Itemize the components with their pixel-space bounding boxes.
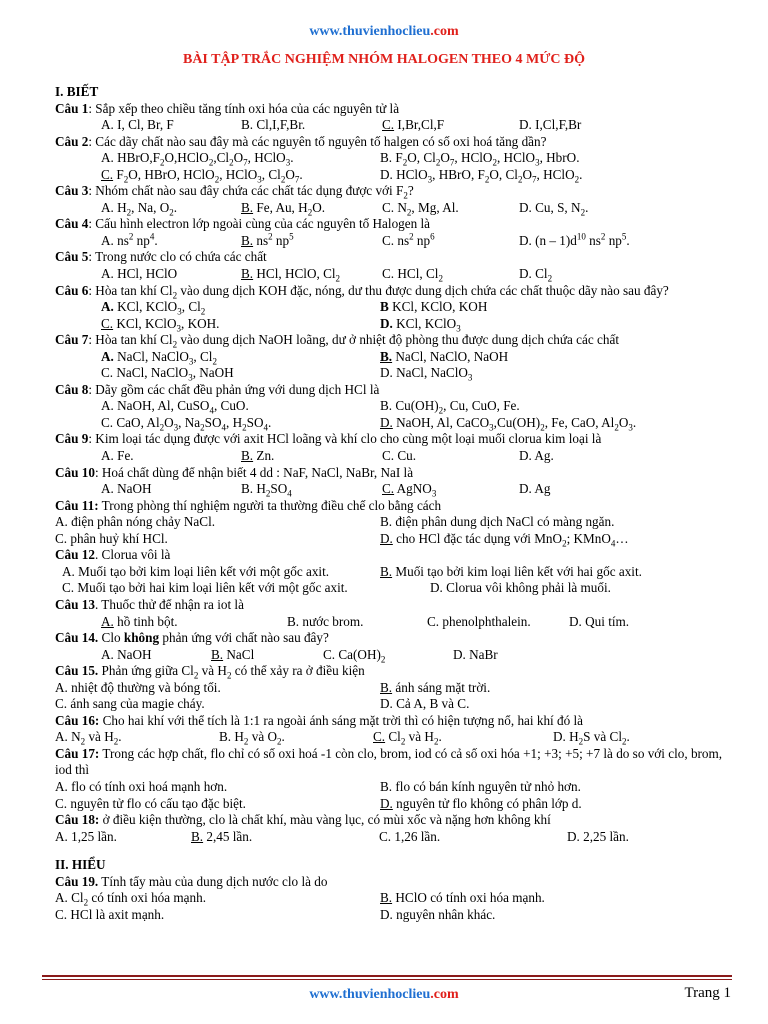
answer-option[interactable]: A. $H_2$, Na, $O_2$. [101,199,178,218]
answer-options [55,696,735,713]
answer-option[interactable]: B. nước brom. [287,613,364,629]
answer-option[interactable]: C. KCl, KClO$_3$, KOH. [101,315,220,334]
answer-option[interactable]: C. phân huỷ khí HCl. [55,530,168,546]
question-stem: Câu 17: Trong các hợp chất, flo chỉ có số oxi hoá -1 còn clo, brom, iod có cả số oxi hóa +1; +3; +5; +7 là do so với clo, brom, iod thì [55,745,723,778]
answer-option[interactable]: C. $F_2O$, HBrO, HClO$_2$, HClO$_3$, $Cl_2O_7$. [101,166,303,185]
answer-options [55,150,735,167]
answer-options [55,564,735,581]
answer-option[interactable]: C. NaCl, NaClO$_3$, NaOH [101,365,234,383]
answer-options [55,200,735,217]
answer-option[interactable]: D. NaBr [453,646,498,662]
answer-options [55,481,735,498]
answer-option[interactable]: B. HCl, HClO, $Cl_2$ [241,266,341,284]
answer-option[interactable]: A. 1,25 lần. [55,828,117,844]
answer-option[interactable]: D. KCl, KClO$_3$ [380,315,461,334]
answer-option[interactable]: A. Fe. [101,448,134,464]
page-number: Trang 1 [684,985,731,1001]
answer-options [55,299,735,316]
header-site-link[interactable]: www.thuvienhoclieu.com [309,24,459,39]
answer-option[interactable]: C. $Cl_2$ và $H_2$. [373,729,442,747]
answer-option[interactable]: D. I,Cl,F,Br [519,117,582,133]
answer-option[interactable]: B. flo có bán kính nguyên tử nhỏ hơn. [380,778,581,794]
answer-options [55,907,735,924]
question-stem: Câu 11: Trong phòng thí nghiệm người ta thường điều chế clo bằng cách [55,497,442,513]
answer-option[interactable]: D. $Cl_2$ [519,266,553,284]
answer-options [55,680,735,697]
answer-option[interactable]: B. NaCl, NaClO, NaOH [380,348,509,364]
answer-option[interactable]: C. I,Br,Cl,F [382,117,445,133]
answer-option[interactable]: A. điện phân nóng chảy NaCl. [55,514,216,530]
footer-site-link[interactable]: www.thuvienhoclieu.com [309,987,459,1002]
question-stem: Câu 1: Sắp xếp theo chiều tăng tính oxi hóa của các nguyên tử là [55,100,400,116]
answer-option[interactable]: A. KCl, KClO$_3$, $Cl_2$ [101,299,206,317]
answer-option[interactable]: B. $Cu(OH)_2$, Cu, CuO, Fe. [380,398,520,417]
answer-option[interactable]: D. nguyên nhân khác. [380,906,496,922]
answer-options [55,729,735,746]
answer-options [55,448,735,465]
answer-option[interactable]: D. nguyên tử flo không có phân lớp d. [380,795,582,811]
answer-option[interactable]: B. điện phân dung dịch NaCl có màng ngăn. [380,514,615,530]
question-list [55,84,735,923]
answer-option[interactable]: D. NaCl, NaClO$_3$ [380,365,473,383]
question-stem: Câu 2: Các dãy chất nào sau đây mà các nguyên tố nguyên tố halgen có số oxi hoá tăng dần? [55,133,547,149]
answer-option[interactable]: D. HClO$_3$, HBrO, $F_2O$, $Cl_2O_7$, HClO$_2$. [380,166,583,185]
answer-options [55,829,735,846]
answer-option[interactable]: C. AgNO$_3$ [382,481,437,499]
answer-option[interactable]: A. Muối tạo bởi kim loại liên kết với một gốc axit. [62,563,330,579]
answer-option[interactable]: C. nguyên tử flo có cấu tạo đặc biệt. [55,795,246,811]
answer-options [55,233,735,250]
question-stem: Câu 14. Clo không phản ứng với chất nào sau đây? [55,630,329,646]
answer-options [55,398,735,415]
answer-option[interactable]: B. Muối tạo bởi kim loại liên kết với hai gốc axit. [380,563,642,579]
answer-option[interactable]: A. $HBrO,F_2O,HClO_2,Cl_2O_7$, HClO$_3$. [101,150,294,168]
answer-options [55,647,735,664]
answer-option[interactable]: B. $ns^2$ $np^5$ [241,231,294,248]
answer-option[interactable]: D. 2,25 lần. [567,828,629,844]
answer-options [55,614,735,631]
answer-options [55,531,735,548]
answer-option[interactable]: B. $H_2$ và $O_2$. [219,729,285,747]
question-stem: Câu 10: Hoá chất dùng để nhận biết 4 dd : NaF, NaCl, NaBr, NaI là [55,464,414,480]
answer-option[interactable]: B. $H_2SO_4$ [241,481,292,499]
answer-option[interactable]: B. Cl,I,F,Br. [241,117,306,133]
answer-options [55,890,735,907]
answer-options [55,365,735,382]
answer-option[interactable]: A. hồ tinh bột. [101,613,178,629]
answer-option[interactable]: C. 1,26 lần. [379,828,441,844]
question-stem: Câu 4: Cấu hình electron lớp ngoài cùng của các nguyên tố Halogen là [55,216,431,232]
answer-option[interactable]: C. HCl là axit mạnh. [55,906,165,922]
answer-option[interactable]: A. flo có tính oxi hoá mạnh hơn. [55,778,228,794]
answer-options [55,514,735,531]
answer-option[interactable]: C. $Ca(OH)_2$ [323,646,386,665]
answer-option[interactable]: D. Cu, S, $N_2$. [519,199,589,218]
answer-options [55,415,735,432]
answer-options [55,266,735,283]
answer-option[interactable]: D. $(n - 1)d^{10}$ $ns^2$ $np^5$. [519,231,630,248]
question-stem: Câu 15. Phản ứng giữa $Cl_2$ và $H_2$ có thể xảy ra ở điều kiện [55,663,365,681]
section-heading-biet: I. BIẾT [55,84,99,99]
question-stem: Câu 18: ở điều kiện thường, clo là chất khí, màu vàng lục, có mùi xốc và nặng hơn không khí [55,812,551,828]
answer-options [55,167,735,184]
answer-option[interactable]: C. ánh sang của magie cháy. [55,696,205,712]
answer-options [55,117,735,134]
answer-option[interactable]: D. Ag [519,481,551,497]
answer-option[interactable]: D. Cả A, B và C. [380,696,470,712]
answer-option[interactable]: D. Clorua vôi không phải là muối. [430,580,611,596]
document-title: BÀI TẬP TRẮC NGHIỆM NHÓM HALOGEN THEO 4 MỨC ĐỘ [182,52,585,67]
answer-options [55,779,735,796]
answer-option[interactable]: A. $N_2$ và $H_2$. [55,729,122,747]
answer-option[interactable]: C. phenolphthalein. [427,613,531,629]
question-stem: Câu 9: Kim loại tác dụng được với axit HCl loãng và khí clo cho cùng một loại muối clorua kim loại là [55,431,602,447]
answer-option[interactable]: B KCl, KClO, KOH [380,299,488,315]
answer-option[interactable]: C. Cu. [382,448,417,464]
answer-option[interactable]: C. CaO, $Al_2O_3$, $Na_2SO_4$, $H_2SO_4$. [101,414,272,433]
answer-option[interactable]: A. $ns^2$ $np^4$. [101,231,158,248]
answer-options [55,316,735,333]
question-stem: Câu 13. Thuốc thử để nhận ra iot là [55,596,244,612]
answer-options [55,580,735,597]
question-stem: Câu 16: Cho hai khí với thể tích là 1:1 ra ngoài ánh sáng mặt trời thì có hiện tượng nổ, hai khí đó là [55,712,584,728]
answer-option[interactable]: A. NaOH, Al, CuSO$_4$, CuO. [101,398,249,417]
answer-option[interactable]: D. NaOH, Al, $CaCO_3,Cu(OH)_2$, Fe, CaO, $Al_2O_3$. [380,414,637,433]
question-stem: Câu 7: Hòa tan khí $Cl_2$ vào dung dịch NaOH loãng, dư ở nhiệt độ phòng thu được dung dịch chứa các chất [55,332,619,350]
answer-option[interactable]: C. HCl, $Cl_2$ [382,266,443,284]
answer-option[interactable]: C. Muối tạo bởi hai kim loại liên kết với một gốc axit. [62,580,348,596]
answer-option[interactable]: B. Zn. [241,448,275,464]
footer-rule [42,975,732,977]
answer-option[interactable]: B. 2,45 lần. [191,828,253,844]
answer-option[interactable]: C. $N_2$, Mg, Al. [382,199,459,218]
answer-option[interactable]: D. $H_2S$ và $Cl_2$. [553,729,630,747]
answer-option[interactable]: B. $F_2O$, $Cl_2O_7$, HClO$_2$, HClO$_3$, HbrO. [380,150,580,168]
answer-option[interactable]: B. NaCl [211,646,255,662]
question-set-biet [55,101,735,846]
answer-option[interactable]: D. cho HCl đặc tác dụng với MnO$_2$; KMnO$_4$… [380,530,629,549]
question-stem: Câu 3: Nhóm chất nào sau đây chứa các chất tác dụng được với $F_2$? [55,183,414,201]
answer-option[interactable]: A. HCl, HClO [101,266,178,282]
answer-option[interactable]: A. NaOH [101,481,152,497]
answer-options [55,796,735,813]
answer-option[interactable]: C. $ns^2$ $np^6$ [382,231,435,248]
answer-option[interactable]: A. nhiệt độ thường và bóng tối. [55,679,221,695]
question-stem: Câu 19. Tính tẩy màu của dung dịch nước clo là do [55,873,328,889]
question-stem: Câu 12. Clorua vôi là [55,547,171,563]
question-stem: Câu 5: Trong nước clo có chứa các chất [55,249,267,265]
footer-rule-thin [42,979,732,980]
answer-option[interactable]: A. NaCl, NaClO$_3$, $Cl_2$ [101,348,217,367]
question-set-hieu [55,874,735,924]
answer-options [55,349,735,366]
answer-option[interactable]: B. HClO có tính oxi hóa mạnh. [380,890,545,906]
question-stem: Câu 8: Dãy gồm các chất đều phản ứng với dung dịch HCl là [55,381,380,397]
answer-option[interactable]: A. $Cl_2$ có tính oxi hóa mạnh. [55,890,207,908]
answer-option[interactable]: D. Ag. [519,448,554,464]
section-heading-hieu: II. HIỂU [55,857,106,873]
answer-option[interactable]: B. Fe, Au, $H_2O$. [241,199,326,218]
question-stem: Câu 6: Hòa tan khí $Cl_2$ vào dung dịch KOH đặc, nóng, dư thu được dung dịch chứa các chất thuộc dãy nào sau đây? [55,282,669,301]
answer-option[interactable]: B. ánh sáng mặt trời. [380,679,491,695]
answer-option[interactable]: A. NaOH [101,646,152,662]
answer-option[interactable]: D. Qui tím. [569,613,630,629]
answer-option[interactable]: A. I, Cl, Br, F [101,117,174,133]
